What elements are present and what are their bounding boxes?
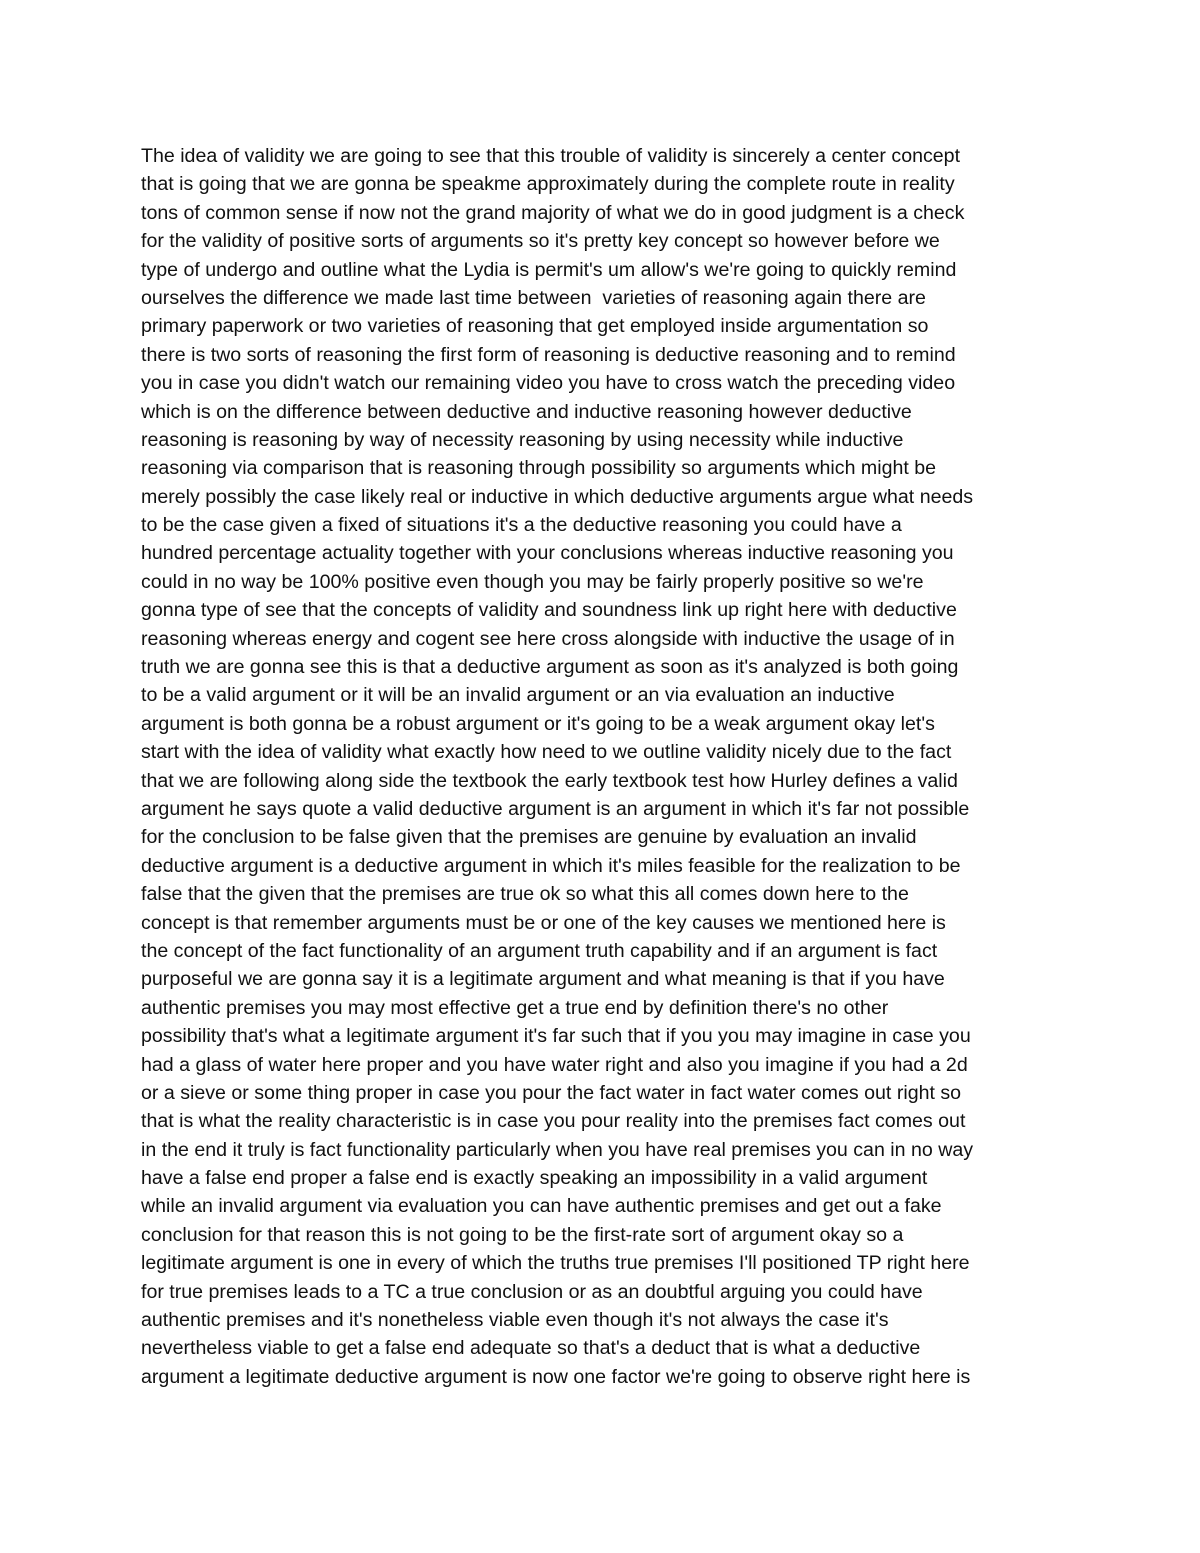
text-line: for true premises leads to a TC a true conclusion or as an doubtful arguing you could have [141,1280,923,1303]
text-line: purposeful we are gonna say it is a legitimate argument and what meaning is that if you have [141,968,945,991]
text-line: that is going that we are gonna be speakme approximately during the complete route in reality [141,173,955,196]
text-line: there is two sorts of reasoning the first form of reasoning is deductive reasoning and to remind [141,343,956,366]
text-line: to be a valid argument or it will be an invalid argument or an via evaluation an inductive [141,684,895,707]
text-line: gonna type of see that the concepts of validity and soundness link up right here with deductive [141,599,957,622]
text-line: authentic premises and it's nonetheless viable even though it's not always the case it's [141,1309,889,1332]
text-line: to be the case given a fixed of situations it's a the deductive reasoning you could have a [141,514,902,537]
text-line: false that the given that the premises are true ok so what this all comes down here to the [141,883,909,906]
text-line: deductive argument is a deductive argument in which it's miles feasible for the realization to be [141,854,961,877]
text-line: could in no way be 100% positive even though you may be fairly properly positive so we're [141,570,924,593]
text-line: for the validity of positive sorts of arguments so it's pretty key concept so however before we [141,230,940,253]
text-line: merely possibly the case likely real or inductive in which deductive arguments argue what needs [141,485,974,508]
text-line: conclusion for that reason this is not going to be the first-rate sort of argument okay so a [141,1223,904,1246]
text-line: primary paperwork or two varieties of reasoning that get employed inside argumentation so [141,315,929,338]
text-line: argument a legitimate deductive argument is now one factor we're going to observe right here is [141,1365,971,1388]
text-line: have a false end proper a false end is exactly speaking an impossibility in a valid argument [141,1167,928,1190]
text-line: type of undergo and outline what the Lydia is permit's um allow's we're going to quickly remind [141,258,957,281]
body-text [141,142,1071,1391]
text-line: tons of common sense if now not the grand majority of what we do in good judgment is a check [141,201,965,224]
text-line: reasoning is reasoning by way of necessity reasoning by using necessity while inductive [141,428,904,451]
text-line: nevertheless viable to get a false end adequate so that's a deduct that is what a deductive [141,1337,921,1360]
text-line: you in case you didn't watch our remaining video you have to cross watch the preceding video [141,372,956,395]
text-line: reasoning whereas energy and cogent see here cross alongside with inductive the usage of in [141,627,955,650]
text-line: start with the idea of validity what exactly how need to we outline validity nicely due to the fact [141,741,952,764]
text-line: the concept of the fact functionality of an argument truth capability and if an argument is fact [141,939,938,962]
text-line: The idea of validity we are going to see that this trouble of validity is sincerely a center concept [141,145,961,167]
text-line: truth we are gonna see this is that a deductive argument as soon as it's analyzed is both going [141,656,959,679]
text-line: possibility that's what a legitimate argument it's far such that if you you may imagine in case you [141,1025,971,1048]
text-line: for the conclusion to be false given that the premises are genuine by evaluation an invalid [141,826,917,849]
text-line: in the end it truly is fact functionality particularly when you have real premises you can in no way [141,1138,974,1161]
text-line: or a sieve or some thing proper in case you pour the fact water in fact water comes out right so [141,1081,962,1104]
text-line: legitimate argument is one in every of which the truths true premises I'll positioned TP right here [141,1252,970,1275]
text-line: reasoning via comparison that is reasoning through possibility so arguments which might be [141,457,937,480]
text-line: ourselves the difference we made last time between varieties of reasoning again there are [141,286,926,309]
text-line: concept is that remember arguments must be or one of the key causes we mentioned here is [141,911,946,934]
text-line: argument he says quote a valid deductive argument is an argument in which it's far not possible [141,797,970,820]
text-line: that we are following along side the textbook the early textbook test how Hurley defines a valid [141,769,958,792]
text-line: authentic premises you may most effective get a true end by definition there's no other [141,996,889,1019]
text-line: which is on the difference between deductive and inductive reasoning however deductive [141,400,912,423]
text-line: that is what the reality characteristic is in case you pour reality into the premises fact comes out [141,1110,966,1133]
text-line: hundred percentage actuality together with your conclusions whereas inductive reasoning you [141,542,954,565]
text-line: argument is both gonna be a robust argument or it's going to be a weak argument okay let's [141,712,935,735]
text-line: while an invalid argument via evaluation you can have authentic premises and get out a fake [141,1195,942,1218]
text-line: had a glass of water here proper and you have water right and also you imagine if you had a 2d [141,1053,968,1076]
